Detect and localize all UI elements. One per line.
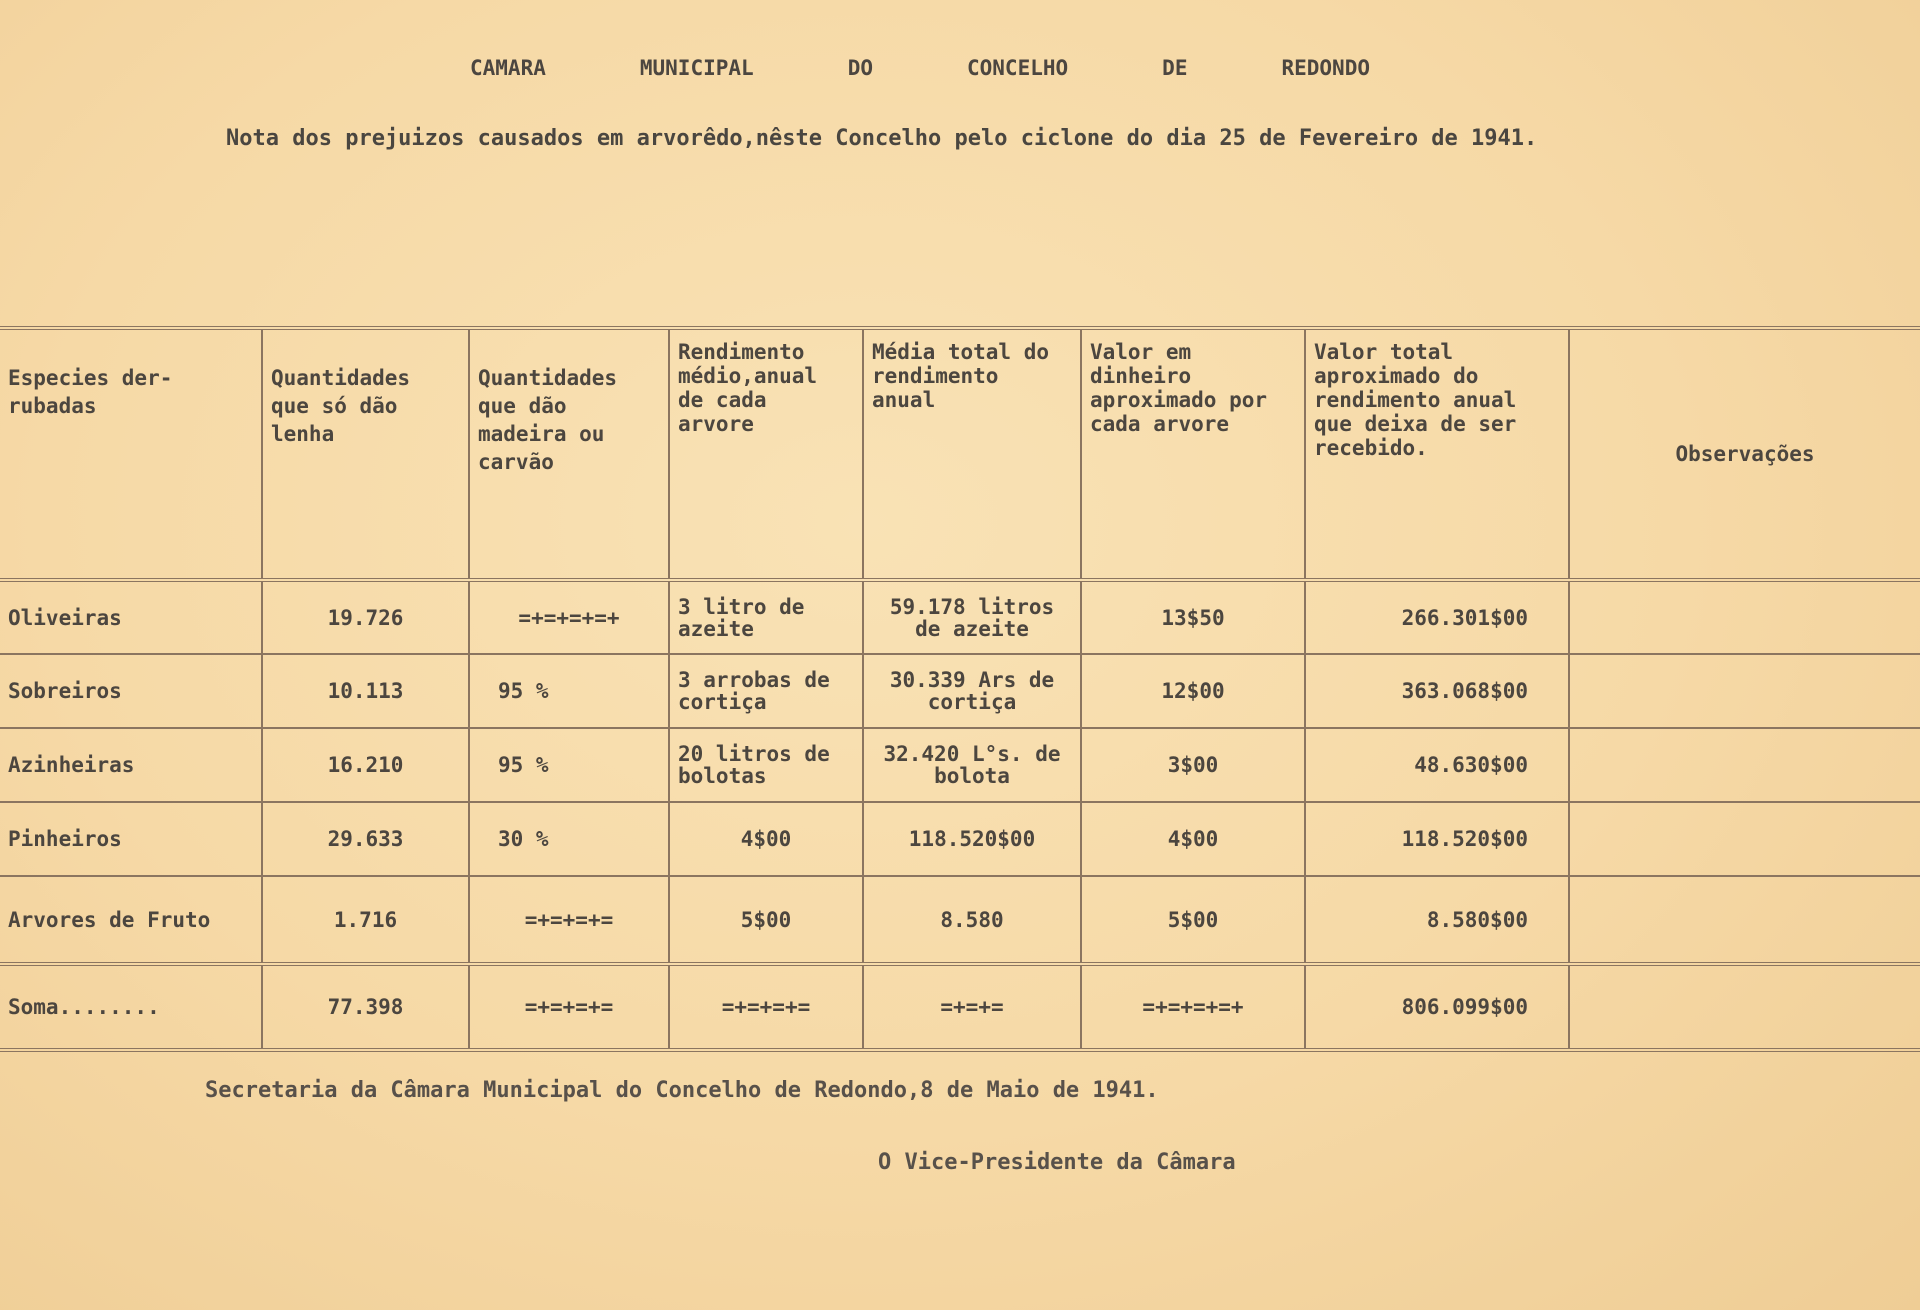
- avg-yield-cell: =+=+=+=: [669, 964, 863, 1050]
- firewood-qty-cell: 16.210: [262, 728, 469, 802]
- value-per-tree-cell: 5$00: [1081, 876, 1305, 964]
- observations-cell: [1569, 654, 1920, 728]
- value-per-tree-cell: 13$50: [1081, 580, 1305, 654]
- observations-cell: [1569, 964, 1920, 1050]
- column-header: Média total do rendimento anual: [863, 328, 1081, 580]
- total-yield-cell: 30.339 Ars de cortiça: [863, 654, 1081, 728]
- timber-qty-cell: =+=+=+=: [469, 964, 669, 1050]
- column-header: Valor em dinheiro aproximado por cada arvore: [1081, 328, 1305, 580]
- table-row: [0, 580, 1920, 654]
- avg-yield-cell: 20 litros de bolotas: [669, 728, 863, 802]
- total-value-cell: 266.301$00: [1305, 580, 1569, 654]
- heading-word: MUNICIPAL: [639, 56, 754, 80]
- firewood-qty-cell: 29.633: [262, 802, 469, 876]
- column-header: Valor total aproximado do rendimento anual que deixa de ser recebido.: [1305, 328, 1569, 580]
- footer-place-date: Secretaria da Câmara Municipal do Concelho de Redondo,8 de Maio de 1941.: [205, 1078, 1159, 1103]
- footer-signatory: O Vice-Presidente da Câmara: [878, 1150, 1236, 1175]
- species-cell: Soma........: [0, 964, 262, 1050]
- value-per-tree-cell: =+=+=+=+: [1081, 964, 1305, 1050]
- total-yield-cell: 32.420 L°s. de bolota: [863, 728, 1081, 802]
- avg-yield-cell: 3 arrobas de cortiça: [669, 654, 863, 728]
- total-value-cell: 118.520$00: [1305, 802, 1569, 876]
- value-per-tree-cell: 12$00: [1081, 654, 1305, 728]
- avg-yield-cell: 5$00: [669, 876, 863, 964]
- total-value-cell: 8.580$00: [1305, 876, 1569, 964]
- document-heading: [470, 56, 1370, 80]
- table-header-row: [0, 328, 1920, 580]
- timber-qty-cell: 30 %: [469, 802, 669, 876]
- observations-cell: [1569, 802, 1920, 876]
- table-row: [0, 876, 1920, 964]
- avg-yield-cell: 3 litro de azeite: [669, 580, 863, 654]
- species-cell: Arvores de Fruto: [0, 876, 262, 964]
- column-header: Rendimento médio,anual de cada arvore: [669, 328, 863, 580]
- sum-row: [0, 964, 1920, 1050]
- observations-cell: [1569, 876, 1920, 964]
- heading-word: CONCELHO: [967, 56, 1069, 80]
- total-yield-cell: 118.520$00: [863, 802, 1081, 876]
- total-yield-cell: 8.580: [863, 876, 1081, 964]
- heading-word: DO: [847, 56, 873, 80]
- species-cell: Pinheiros: [0, 802, 262, 876]
- timber-qty-cell: 95 %: [469, 654, 669, 728]
- timber-qty-cell: =+=+=+=: [469, 876, 669, 964]
- observations-cell: [1569, 728, 1920, 802]
- value-per-tree-cell: 4$00: [1081, 802, 1305, 876]
- firewood-qty-cell: 1.716: [262, 876, 469, 964]
- avg-yield-cell: 4$00: [669, 802, 863, 876]
- total-value-cell: 806.099$00: [1305, 964, 1569, 1050]
- table-row: [0, 802, 1920, 876]
- species-cell: Sobreiros: [0, 654, 262, 728]
- firewood-qty-cell: 10.113: [262, 654, 469, 728]
- observations-cell: [1569, 580, 1920, 654]
- species-cell: Azinheiras: [0, 728, 262, 802]
- total-yield-cell: 59.178 litros de azeite: [863, 580, 1081, 654]
- table-row: [0, 654, 1920, 728]
- heading-word: REDONDO: [1281, 56, 1370, 80]
- total-value-cell: 363.068$00: [1305, 654, 1569, 728]
- firewood-qty-cell: 19.726: [262, 580, 469, 654]
- firewood-qty-cell: 77.398: [262, 964, 469, 1050]
- column-header: Observações: [1569, 328, 1920, 580]
- timber-qty-cell: 95 %: [469, 728, 669, 802]
- heading-word: CAMARA: [470, 56, 546, 80]
- timber-qty-cell: =+=+=+=+: [469, 580, 669, 654]
- table-row: [0, 728, 1920, 802]
- column-header: Quantidades que dão madeira ou carvão: [469, 328, 669, 580]
- total-yield-cell: =+=+=: [863, 964, 1081, 1050]
- species-cell: Oliveiras: [0, 580, 262, 654]
- damage-table: [0, 326, 1920, 1052]
- value-per-tree-cell: 3$00: [1081, 728, 1305, 802]
- column-header: Quantidades que só dão lenha: [262, 328, 469, 580]
- total-value-cell: 48.630$00: [1305, 728, 1569, 802]
- heading-word: DE: [1162, 56, 1188, 80]
- document-subtitle: Nota dos prejuizos causados em arvorêdo,nêste Concelho pelo ciclone do dia 25 de Fevereiro de 1941.: [226, 126, 1538, 151]
- column-header: Especies der-rubadas: [0, 328, 262, 580]
